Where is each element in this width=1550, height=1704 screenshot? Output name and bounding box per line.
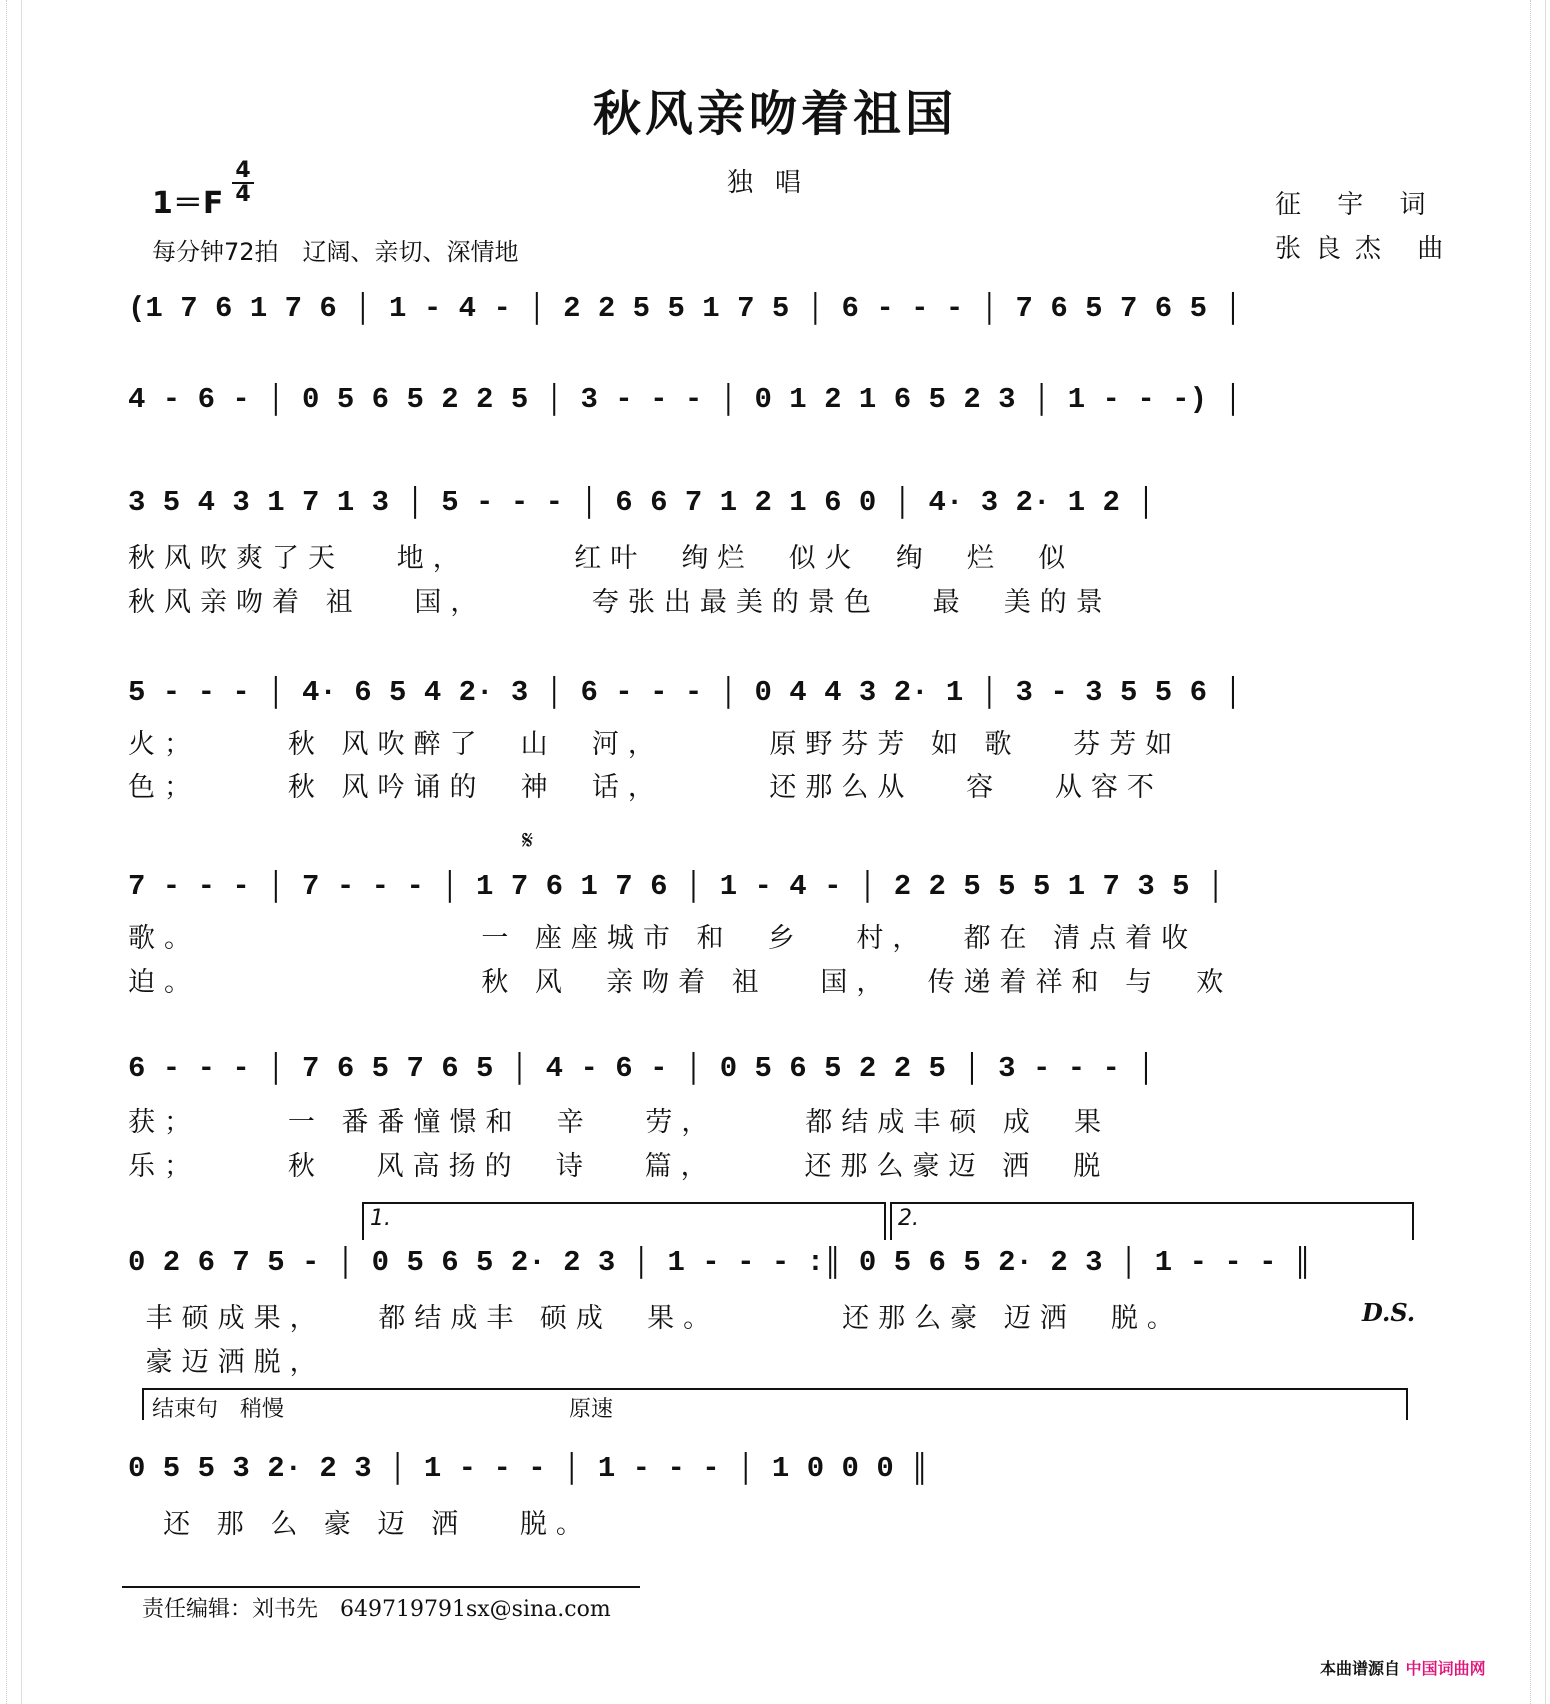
time-top: 4 (235, 158, 251, 183)
song-subtitle: 独唱 (726, 168, 823, 198)
left-margin-strip (6, 0, 22, 1704)
tempo-marking: 每分钟72拍 辽阔、亲切、深情地 (152, 238, 519, 266)
segno-sign: 𝄋 (522, 826, 534, 856)
notation-line-3: 3 5 4 3 1 7 1 3 │ 5 - - - │ 6 6 7 1 2 1 6 0 │ 4· 3 2· 1 2 │ (128, 486, 1155, 519)
volta-second-label: 2. (898, 1206, 919, 1231)
notation-line-6: 6 - - - │ 7 6 5 7 6 5 │ 4 - 6 - │ 0 5 6 5 2 2 5 │ 3 - - - │ (128, 1052, 1155, 1085)
notation-line-2: 4 - 6 - │ 0 5 6 5 2 2 5 │ 3 - - - │ 0 1 2 1 6 5 2 3 │ 1 - - -) │ (128, 383, 1242, 416)
right-margin-strip (1530, 0, 1546, 1704)
notation-line-7: 0 2 6 7 5 - │ 0 5 6 5 2· 2 3 │ 1 - - - :║ 0 5 6 5 2· 2 3 │ 1 - - - ║ (128, 1246, 1312, 1279)
lyric-line-6b: 乐； 秋 风高扬的 诗 篇， 还那么豪迈 洒 脱 (128, 1151, 1110, 1182)
song-title: 秋风亲吻着祖国 (592, 86, 957, 142)
time-bottom: 4 (232, 182, 254, 206)
notation-line-5: 7 - - - │ 7 - - - │ 1 7 6 1 7 6 │ 1 - 4 - │ 2 2 5 5 5 1 7 3 5 │ (128, 870, 1225, 903)
volta-second-ending (890, 1202, 1414, 1240)
notation-line-8: 0 5 5 3 2· 2 3 │ 1 - - - │ 1 - - - │ 1 0 0 0 ║ (128, 1452, 929, 1485)
lyric-line-7a: 丰硕成果， 都结成丰 硕成 果。 还那么豪 迈洒 脱。 (128, 1303, 1183, 1334)
ending-bracket (142, 1388, 1408, 1420)
lyric-line-5b: 迫。 秋 风 亲吻着 祖 国， 传递着祥和 与 欢 (128, 967, 1233, 998)
lyric-line-7b: 豪迈洒脱， (128, 1347, 326, 1378)
lyricist-credit: 征 宇 词 (1275, 190, 1440, 220)
notation-line-4: 5 - - - │ 4· 6 5 4 2· 3 │ 6 - - - │ 0 4 4 3 2· 1 │ 3 - 3 5 5 6 │ (128, 676, 1242, 709)
time-signature (232, 160, 254, 206)
source-credit (1320, 1656, 1486, 1679)
source-prefix: 本曲谱源自 (1320, 1659, 1401, 1678)
editor-credit: 责任编辑：刘书先 649719791sx@sina.com (142, 1597, 611, 1622)
lyric-line-6a: 获； 一 番番憧憬和 辛 劳， 都结成丰硕 成 果 (128, 1107, 1111, 1138)
dal-segno-marking: D.S. (1362, 1298, 1416, 1327)
volta-first-ending (362, 1202, 886, 1240)
volta-first-label: 1. (370, 1206, 391, 1231)
lyric-line-3a: 秋风吹爽了天 地， 红叶 绚烂 似火 绚 烂 似 (128, 543, 1075, 574)
lyric-line-5a: 歌。 一 座座城市 和 乡 村， 都在 清点着收 (128, 923, 1198, 954)
key-signature: 1＝F (152, 186, 224, 221)
ending-label: 结束句 稍慢 (152, 1397, 285, 1422)
lyric-line-4b: 色； 秋 风吟诵的 神 话， 还那么从 容 从容不 (128, 772, 1163, 803)
original-tempo-label: 原速 (569, 1397, 614, 1422)
lyric-line-8a: 还 那 么 豪 迈 洒 脱。 (128, 1509, 592, 1540)
lyric-line-4a: 火； 秋 风吹醉了 山 河， 原野芬芳 如 歌 芬芳如 (128, 729, 1182, 760)
composer-credit: 张良杰 曲 (1275, 234, 1458, 264)
footer-divider (122, 1586, 640, 1588)
source-site-link[interactable]: 中国词曲网 (1405, 1659, 1486, 1678)
lyric-line-3b: 秋风亲吻着 祖 国， 夸张出最美的景色 最 美的景 (128, 587, 1112, 618)
notation-line-1: (1 7 6 1 7 6 │ 1 - 4 - │ 2 2 5 5 1 7 5 │ 6 - - - │ 7 6 5 7 6 5 │ (128, 292, 1242, 325)
